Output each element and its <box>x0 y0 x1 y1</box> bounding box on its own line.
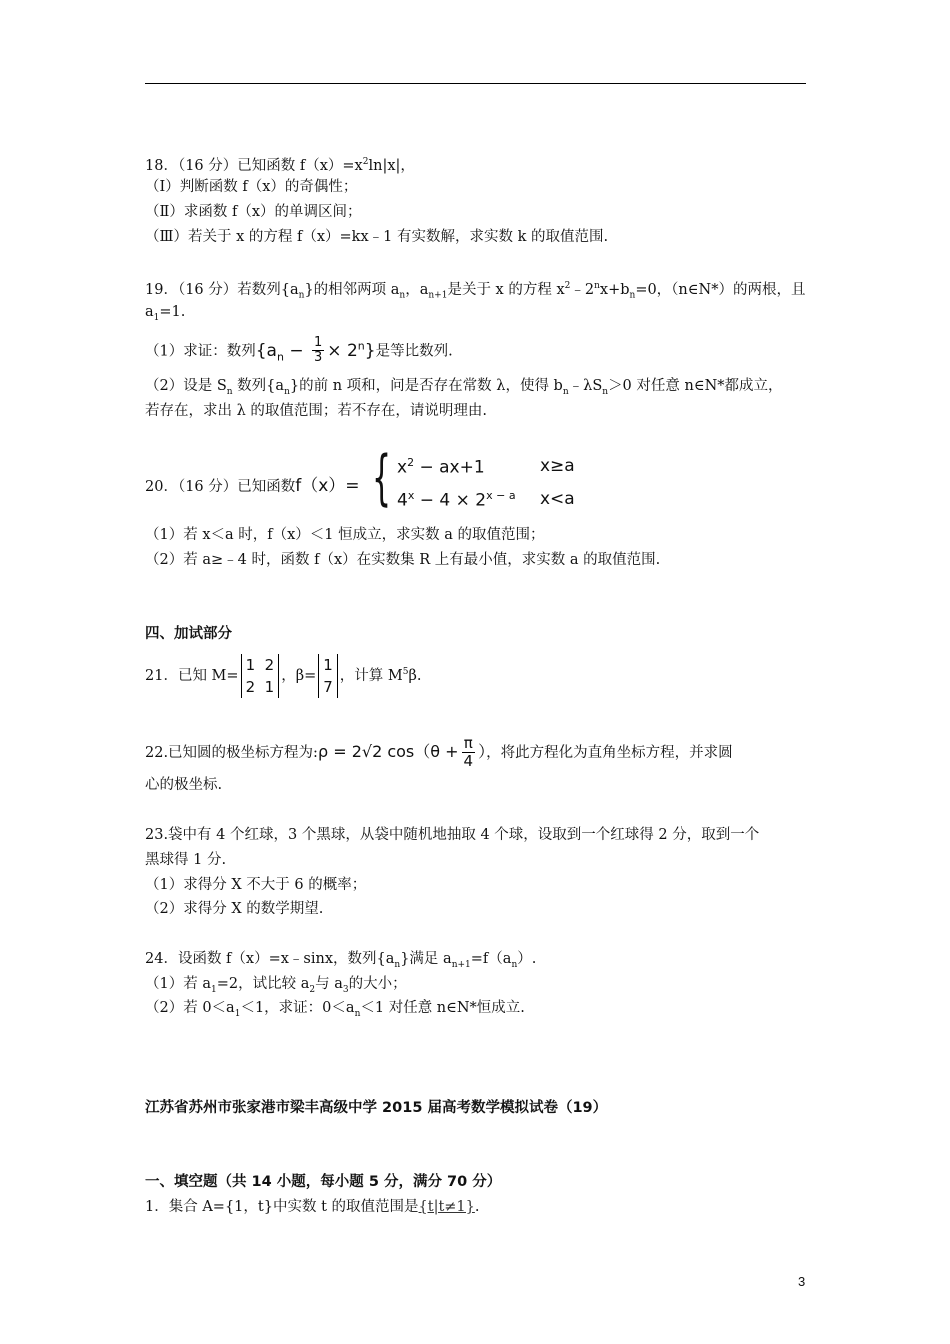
q22-line2: 心的极坐标. <box>145 777 223 793</box>
q19-part2-line2: 若存在，求出 λ 的取值范围；若不存在，请说明理由. <box>145 403 488 419</box>
q18-part3: （Ⅲ）若关于 x 的方程 f（x）=kx﹣1 有实数解，求实数 k 的取值范围. <box>145 229 609 245</box>
q1-line: 1．集合 A={1，t}中实数 t 的取值范围是{t|t≠1}. <box>145 1199 480 1215</box>
q21-matrix-m: 1 2 2 1 <box>241 654 280 698</box>
page-number: 3 <box>798 1274 806 1289</box>
q24-line1: 24．设函数 f（x）=x﹣sinx，数列$\{a_n\}$满足 $a_{n+1}=f(a_n)$. <box>145 951 537 970</box>
q18-part2: （Ⅱ）求函数 f（x）的单调区间； <box>145 204 362 220</box>
q18-title-end: ln|x|， <box>368 157 415 174</box>
q23-line1: 23.袋中有 4 个红球，3 个黑球，从袋中随机地抽取 4 个球，设取到一个红球得 2 分，取到一个 <box>145 827 760 843</box>
q18-title-text: 18．（16 分）已知函数 f（x）=x <box>145 157 363 174</box>
q20-row1: $x^2 - ax+1$ <box>397 456 485 478</box>
q1-answer: {t|t≠1} <box>418 1199 475 1215</box>
q21-line: 21．已知 M=1 2 2 1，β=1 7，计算 $M^5\beta$. <box>145 655 422 696</box>
q19-line2: $a_1=1$. <box>145 304 186 323</box>
q22-line1: 22.已知圆的极坐标方程为:ρ = 2√2 cos（θ + $\frac{\pi}{4}$ ），将此方程化为直角坐标方程，并求圆 <box>145 734 733 770</box>
q19-line1: 19．（16 分）若数列$\{a_n\}$的相邻两项 $a_n$，$a_{n+1}$是关于 x 的方程 $x^2﹣2^nx+b_n=0$，（n∈N*）的两根，且 <box>145 281 806 301</box>
q20-row2-cond: x<a <box>540 489 575 509</box>
q20-row2: $4^x - 4 \times 2^{x - a}$ <box>397 489 516 511</box>
section1-title: 一、填空题（共 14 小题，每小题 5 分，满分 70 分） <box>145 1174 502 1190</box>
q19-part1: （1）求证：数列{$a_n$ − $\frac{1}{3}$ × $2^n$}是等比数列. <box>145 335 453 366</box>
q22-polar-equation: ρ = 2√2 cos（θ + $\frac{\pi}{4}$ ） <box>317 734 487 770</box>
q24-part2: （2）若 $0<a_1<1$，求证：$0<a_n<1$ 对任意 n∈N*恒成立. <box>145 1000 525 1019</box>
q21-vector-beta: 1 7 <box>318 654 338 698</box>
header-rule <box>145 83 806 84</box>
q20-brace: { <box>372 443 392 513</box>
q23-part2: （2）求得分 X 的数学期望. <box>145 901 324 917</box>
section4-title: 四、加试部分 <box>145 626 232 642</box>
q23-line2: 黑球得 1 分. <box>145 852 227 868</box>
q20-part2: （2）若 a≥﹣4 时，函数 f（x）在实数集 R 上有最小值，求实数 a 的取值范围. <box>145 552 661 568</box>
q20-title: 20．（16 分）已知函数f（x）= <box>145 476 360 496</box>
q20-part1: （1）若 x＜a 时，f（x）＜1 恒成立，求实数 a 的取值范围； <box>145 527 545 543</box>
q18-title <box>145 152 415 176</box>
q19-sequence-formula: {$a_n$ − $\frac{1}{3}$ × $2^n$} <box>255 335 376 366</box>
q24-part1: （1）若 $a_1=2$，试比较 $a_2$与 $a_3$的大小； <box>145 976 407 995</box>
q18-part1: （Ⅰ）判断函数 f（x）的奇偶性； <box>145 179 358 195</box>
q23-part1: （1）求得分 X 不大于 6 的概率； <box>145 877 367 893</box>
q18-sup: 2 <box>362 157 369 167</box>
exam-title: 江苏省苏州市张家港市梁丰高级中学 2015 届高考数学模拟试卷（19） <box>145 1100 608 1116</box>
q19-part2-line1: （2）设是 $S_n$ 数列$\{a_n\}$的前 n 项和，问是否存在常数 λ，使得 $b_n﹣\lambda S_n>0$ 对任意 n∈N*都成立， <box>145 378 783 397</box>
q20-row1-cond: x≥a <box>540 456 575 476</box>
q20-fx: f（x）= <box>295 476 360 496</box>
